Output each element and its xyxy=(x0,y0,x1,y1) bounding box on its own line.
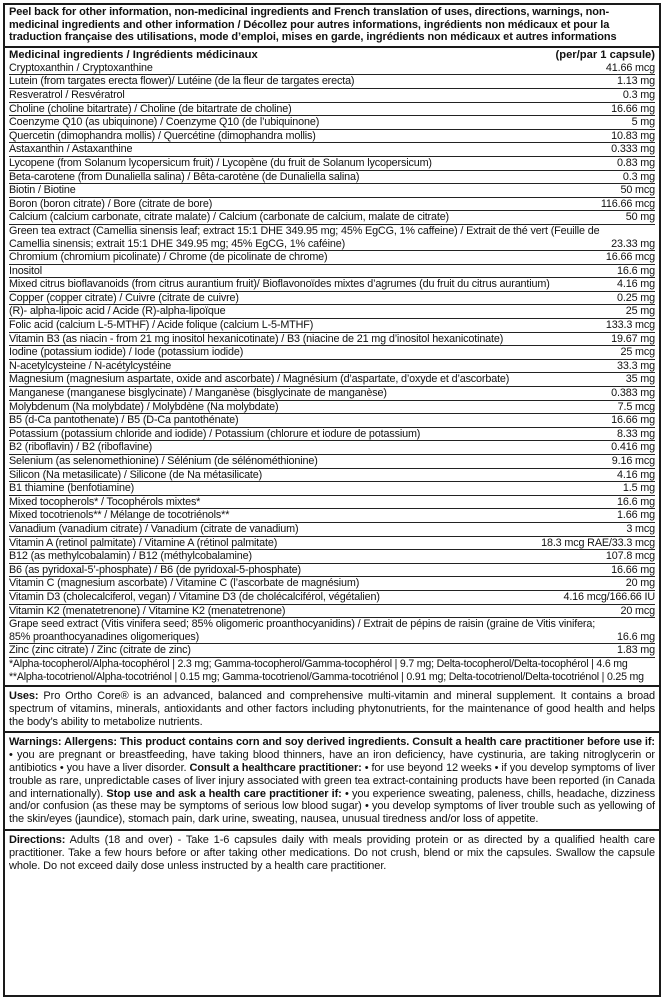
uses-text: Pro Ortho Core® is an advanced, balanced and comprehensive multi-vitamin and mineral supplement. It contains a broad spectrum of vitamins, minerals, antioxidants and other factors including phytonutrients, for the maintenance of good health and helps the body’s ability to metabolize nutrients. xyxy=(9,690,655,728)
ingredient-amount: 23.33 mg xyxy=(611,237,655,250)
ingredient-name: Vitamin C (magnesium ascorbate) / Vitamine C (l’ascorbate de magnésium) xyxy=(9,577,360,590)
ingredient-row xyxy=(9,441,655,455)
allergens-text: Allergens: This product contains corn and soy derived ingredients. Consult a health care practitioner before use if: xyxy=(61,736,655,749)
ingredient-row xyxy=(9,333,655,347)
ingredient-amount: 41.66 mcg xyxy=(605,61,655,74)
directions-section xyxy=(5,829,659,875)
ingredient-name: Cryptoxanthin / Cryptoxanthine xyxy=(9,61,153,74)
ingredients-header-serving: (per/par 1 capsule) xyxy=(555,48,655,61)
ingredient-amount: 4.16 mg xyxy=(617,468,655,481)
ingredient-row xyxy=(9,373,655,387)
ingredient-name: Folic acid (calcium L-5-MTHF) / Acide folique (calcium L-5-MTHF) xyxy=(9,319,314,332)
ingredient-name: Mixed citrus bioflavanoids (from citrus aurantium fruit)/ Bioflavonoïdes mixtes d’agrumes (du fruit du citrus aurantium) xyxy=(9,278,550,291)
ingredient-amount: 0.3 mg xyxy=(622,88,655,101)
ingredient-row xyxy=(9,644,655,658)
uses-section xyxy=(5,685,659,731)
ingredient-amount: 0.25 mg xyxy=(617,291,655,304)
ingredient-amount: 1.66 mg xyxy=(617,509,655,522)
ingredient-name: Biotin / Biotine xyxy=(9,184,76,197)
ingredients-table xyxy=(5,62,659,658)
ingredient-row xyxy=(9,75,655,89)
ingredient-row xyxy=(9,360,655,374)
ingredient-amount: 1.13 mg xyxy=(617,75,655,88)
ingredient-name: Manganese (manganese bisglycinate) / Manganèse (bisglycinate de manganèse) xyxy=(9,387,387,400)
ingredient-amount: 107.8 mcg xyxy=(605,550,655,563)
tocopherol-footnote: *Alpha-tocopherol/Alpha-tocophérol | 2.3 mg; Gamma-tocopherol/Gamma-tocophérol | 9.7 mg; Delta-tocopherol/Delta-tocophérol | 4.6 mg **Alpha-tocotrienol/Alpha-tocotriénol | 0.15 mg; Gamma-tocotrienol/Gamma-tocotriénol | 0.91 mg; Delta-tocotrienol/Delta-tocotriénol | 0.25 mg xyxy=(9,657,644,683)
peel-back-notice: Peel back for other information, non-medicinal ingredients and French translation of uses, directions, warnings, non-medicinal ingredients and other information / Décollez pour autres informations, ingrédients non médicaux et pour la traduction française des utilisations, mode d’emploi, mises en garde, ingrédients non médicaux et autres informations xyxy=(5,5,659,48)
ingredient-row xyxy=(9,198,655,212)
ingredient-amount: 33.3 mg xyxy=(617,359,655,372)
ingredient-row xyxy=(9,251,655,265)
ingredient-row xyxy=(9,89,655,103)
ingredient-row xyxy=(9,387,655,401)
ingredient-row xyxy=(9,414,655,428)
ingredient-row xyxy=(9,509,655,523)
ingredient-amount: 9.16 mcg xyxy=(611,455,655,467)
ingredient-row xyxy=(9,184,655,198)
ingredient-row xyxy=(9,591,655,605)
warnings-text-2: • for use beyond 12 weeks • if you develop symptoms of liver trouble as rare, unpredictable cases of liver injury associated with green tea extract-containing products have been reported (in Canada and internationally). xyxy=(9,762,656,800)
ingredient-name: Vanadium (vanadium citrate) / Vanadium (citrate de vanadium) xyxy=(9,522,299,535)
uses-label: Uses: xyxy=(9,690,39,703)
ingredient-name: Iodine (potassium iodide) / Iode (potassium iodide) xyxy=(9,346,244,359)
ingredient-amount: 133.3 mcg xyxy=(605,319,655,332)
ingredient-amount: 18.3 mcg RAE/33.3 mcg xyxy=(541,536,655,549)
ingredient-amount: 0.416 mg xyxy=(611,441,655,454)
ingredient-name: Chromium (chromium picolinate) / Chrome (de picolinate de chrome) xyxy=(9,251,328,264)
ingredient-row xyxy=(9,550,655,564)
warnings-label: Warnings: xyxy=(9,736,62,749)
ingredient-amount: 16.6 mg xyxy=(617,630,655,643)
ingredient-amount: 4.16 mg xyxy=(617,278,655,291)
ingredient-name: Molybdenum (Na molybdate) / Molybdène (Na molybdate) xyxy=(9,400,279,413)
ingredients-header-title: Medicinal ingredients / Ingrédients médicinaux xyxy=(9,48,258,61)
ingredient-row xyxy=(9,211,655,225)
ingredient-amount: 16.66 mg xyxy=(611,563,655,576)
ingredient-amount: 0.83 mg xyxy=(617,156,655,169)
ingredient-row xyxy=(9,278,655,292)
ingredient-row xyxy=(9,537,655,551)
ingredient-amount: 20 mg xyxy=(625,577,655,590)
ingredient-name: Selenium (as selenomethionine) / Sélénium (de sélénométhionine) xyxy=(9,455,318,467)
ingredient-row xyxy=(9,346,655,360)
ingredient-row xyxy=(9,305,655,319)
directions-label: Directions: xyxy=(9,834,66,847)
ingredient-name: Copper (copper citrate) / Cuivre (citrate de cuivre) xyxy=(9,291,239,304)
ingredient-row xyxy=(9,455,655,469)
ingredient-amount: 1.5 mg xyxy=(622,482,655,495)
ingredient-name: (R)- alpha-lipoic acid / Acide (R)-alpha-lipoïque xyxy=(9,305,226,318)
ingredient-name: Zinc (zinc citrate) / Zinc (citrate de zinc) xyxy=(9,644,191,657)
ingredient-row xyxy=(9,401,655,415)
directions-text: Adults (18 and over) - Take 1-6 capsules daily with meals providing protein or as directed by a qualified health care practitioner. Take a few hours before or after taking other medications. Do not crush, blend or mix the capsules. Swallow the capsule whole. Do not exceed daily dose unless instructed by a health care practitioner. xyxy=(9,834,655,872)
ingredient-amount: 7.5 mcg xyxy=(617,400,655,413)
ingredient-name: B6 (as pyridoxal-5’-phosphate) / B6 (de pyridoxal-5-phosphate) xyxy=(9,563,301,576)
ingredient-name: B12 (as methylcobalamin) / B12 (méthylcobalamine) xyxy=(9,550,252,563)
ingredient-row xyxy=(9,225,655,251)
ingredients-header xyxy=(5,48,659,62)
ingredient-name: Quercetin (dimophandra mollis) / Quercétine (dimophandra mollis) xyxy=(9,129,316,142)
ingredient-name: B2 (riboflavin) / B2 (riboflavine) xyxy=(9,441,153,454)
ingredient-name: Astaxanthin / Astaxanthine xyxy=(9,143,133,156)
ingredient-name: Green tea extract (Camellia sinensis leaf; extract 15:1 DHE 349.95 mg; 45% EgCG, 1% caffeine) / Extrait de thé vert (Feuille de Camellia sinensis; extrait 15:1 DHE 349.95 mg; 45% EgCG, 1% caféine) xyxy=(9,224,600,250)
ingredient-name: Resveratrol / Resvératrol xyxy=(9,88,125,101)
ingredient-name: Mixed tocopherols* / Tocophérols mixtes* xyxy=(9,495,201,508)
ingredient-amount: 16.6 mg xyxy=(617,495,655,508)
ingredient-name: N-acetylcysteine / N-acétylcystéine xyxy=(9,359,172,372)
ingredient-row xyxy=(9,496,655,510)
ingredient-amount: 20 mcg xyxy=(620,604,655,617)
ingredient-name: Coenzyme Q10 (as ubiquinone) / Coenzyme Q10 (de l’ubiquinone) xyxy=(9,116,320,129)
ingredient-amount: 3 mcg xyxy=(626,522,655,535)
ingredient-amount: 5 mg xyxy=(631,116,655,129)
ingredient-amount: 35 mg xyxy=(625,373,655,386)
ingredient-name: Beta-carotene (from Dunaliella salina) / Bêta-carotène (de Dunaliella salina) xyxy=(9,170,360,183)
ingredient-name: B5 (d-Ca pantothenate) / B5 (D-Ca pantothénate) xyxy=(9,414,239,427)
ingredient-row xyxy=(9,564,655,578)
ingredient-amount: 16.66 mg xyxy=(611,414,655,427)
ingredient-row xyxy=(9,116,655,130)
ingredient-amount: 16.6 mg xyxy=(617,264,655,277)
ingredient-name: Potassium (potassium chloride and iodide) / Potassium (chlorure et iodure de potassium) xyxy=(9,427,421,440)
ingredient-row xyxy=(9,319,655,333)
ingredient-name: B1 thiamine (benfotiamine) xyxy=(9,482,135,495)
warnings-section xyxy=(5,731,659,829)
ingredient-name: Silicon (Na metasilicate) / Silicone (de Na métasilicate) xyxy=(9,468,263,481)
ingredient-row xyxy=(9,523,655,537)
consult-label: Consult a healthcare practitioner: xyxy=(189,762,362,775)
ingredient-amount: 50 mcg xyxy=(620,184,655,197)
ingredient-row xyxy=(9,469,655,483)
ingredient-row xyxy=(9,62,655,76)
ingredient-amount: 25 mcg xyxy=(620,346,655,359)
ingredient-name: Vitamin B3 (as niacin - from 21 mg inositol hexanicotinate) / B3 (niacine de 21 mg d’inositol hexanicotinate) xyxy=(9,332,504,345)
stop-use-label: Stop use and ask a health care practitioner if: xyxy=(106,787,342,800)
ingredient-name: Calcium (calcium carbonate, citrate malate) / Calcium (carbonate de calcium, malate de citrate) xyxy=(9,211,449,224)
ingredient-amount: 0.383 mg xyxy=(611,387,655,400)
ingredient-amount: 19.67 mg xyxy=(611,332,655,345)
ingredient-name: Grape seed extract (Vitis vinifera seed; 85% oligomeric proanthocyanidins) / Extrait de pépins de raisin (graine de Vitis vinifera; 85% proanthocyanadines oligomeriques) xyxy=(9,618,596,643)
ingredient-row xyxy=(9,618,655,644)
ingredient-amount: 10.83 mg xyxy=(611,129,655,142)
ingredient-amount: 8.33 mg xyxy=(617,427,655,440)
ingredient-row xyxy=(9,577,655,591)
ingredient-amount: 0.333 mg xyxy=(611,143,655,156)
ingredient-amount: 116.66 mcg xyxy=(600,197,655,210)
ingredient-name: Mixed tocotrienols** / Mélange de tocotriénols** xyxy=(9,509,230,522)
ingredient-row xyxy=(9,157,655,171)
ingredient-row xyxy=(9,265,655,279)
ingredient-name: Vitamin A (retinol palmitate) / Vitamine A (rétinol palmitate) xyxy=(9,536,278,549)
ingredient-name: Magnesium (magnesium aspartate, oxide and ascorbate) / Magnésium (d’aspartate, d’oxyde et d’ascorbate) xyxy=(9,373,510,386)
warnings-text-3: • you experience sweating, paleness, chills, headache, dizziness and/or confusion (as these may be symptoms of serious low blood sugar) • you develop symptoms of liver trouble such as yellowing of the skin/eyes (jaundice), stomach pain, dark urine, sweating, nausea, unusual tiredness and/or loss of appetite. xyxy=(9,787,655,826)
ingredient-name: Inositol xyxy=(9,264,43,277)
ingredient-amount: 50 mg xyxy=(625,211,655,224)
warnings-text-1: • you are pregnant or breastfeeding, have taking blood thinners, have an iron deficiency, have cystinuria, are taking nitroglycerin or antibiotics • you have a liver disorder. xyxy=(9,749,655,775)
ingredient-row xyxy=(9,292,655,306)
ingredient-name: Boron (boron citrate) / Bore (citrate de bore) xyxy=(9,197,213,210)
ingredient-row xyxy=(9,103,655,117)
supplement-label xyxy=(3,3,661,997)
ingredient-row xyxy=(9,143,655,157)
ingredient-name: Vitamin D3 (cholecalciferol, vegan) / Vitamine D3 (de cholécalciférol, végétalien) xyxy=(9,590,380,603)
ingredient-row xyxy=(9,482,655,496)
ingredient-amount: 4.16 mcg/166.66 IU xyxy=(563,590,655,603)
ingredient-amount: 16.66 mg xyxy=(611,102,655,115)
ingredient-amount: 0.3 mg xyxy=(622,170,655,183)
ingredient-name: Choline (choline bitartrate) / Choline (de bitartrate de choline) xyxy=(9,102,292,115)
ingredient-amount: 16.66 mcg xyxy=(605,251,655,264)
ingredient-name: Lutein (from targates erecta flower)/ Lutéine (de la fleur de targates erecta) xyxy=(9,75,355,88)
ingredient-row xyxy=(9,605,655,619)
ingredient-row xyxy=(9,428,655,442)
ingredient-amount: 1.83 mg xyxy=(617,644,655,657)
ingredient-name: Lycopene (from Solanum lycopersicum fruit) / Lycopène (du fruit de Solanum lycopersicum) xyxy=(9,156,432,169)
ingredient-name: Vitamin K2 (menatetrenone) / Vitamine K2 (menatetrenone) xyxy=(9,604,286,617)
ingredient-amount: 25 mg xyxy=(625,305,655,318)
ingredient-row xyxy=(9,171,655,185)
ingredient-row xyxy=(9,130,655,144)
